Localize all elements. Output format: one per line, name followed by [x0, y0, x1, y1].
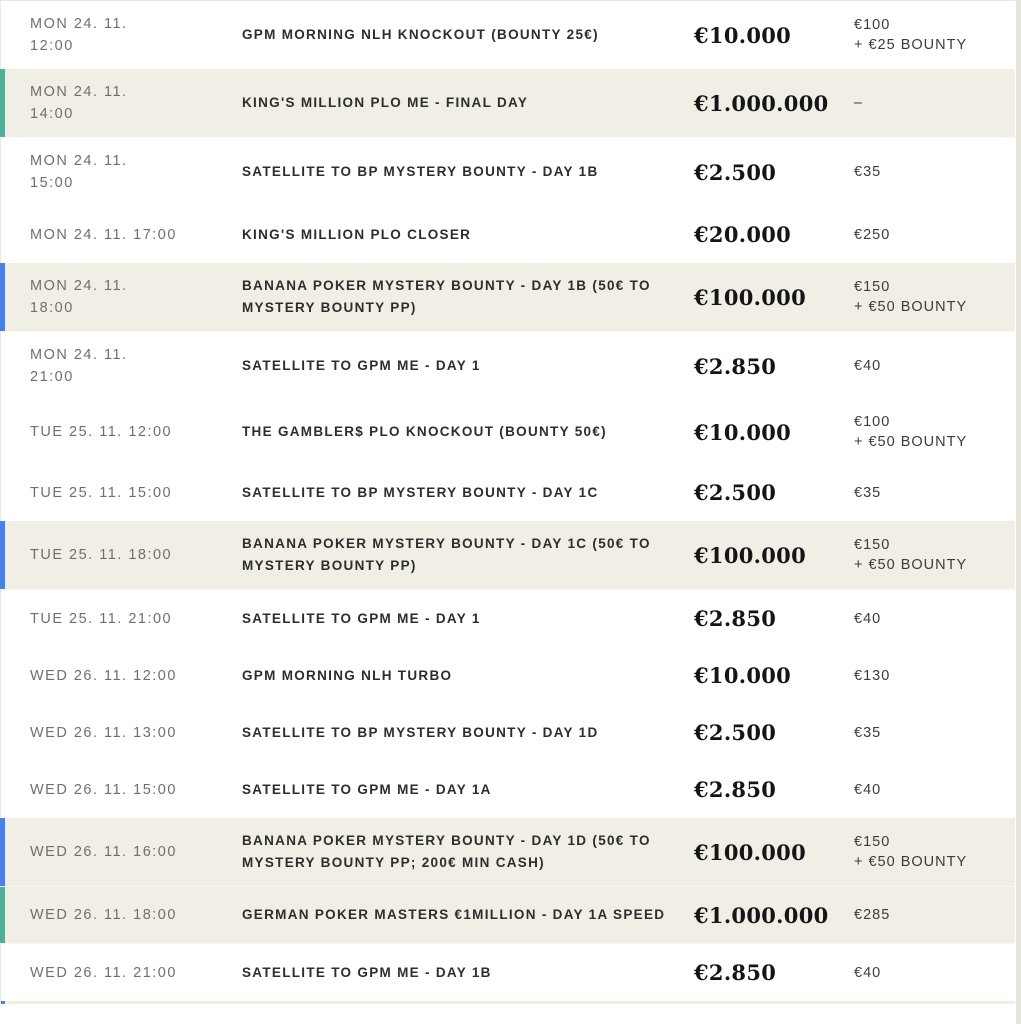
- event-row[interactable]: [1, 206, 1015, 263]
- event-row[interactable]: [1, 818, 1015, 887]
- event-date: WED 26. 11. 18:00: [30, 907, 177, 923]
- event-buyin: €130: [854, 667, 891, 684]
- event-date: TUE 25. 11. 18:00: [30, 547, 173, 563]
- event-title: BANANA POKER MYSTERY BOUNTY - DAY 1C (50€ TO MYSTERY BOUNTY PP): [242, 536, 651, 573]
- event-buyin: €40: [854, 610, 882, 627]
- highlight-bar: [1, 1001, 5, 1004]
- event-buyin: –: [854, 95, 864, 111]
- event-row[interactable]: [1, 647, 1015, 704]
- highlight-bar: [0, 69, 5, 137]
- event-title: GPM MORNING NLH TURBO: [242, 667, 453, 683]
- event-date: WED 26. 11. 15:00: [30, 781, 177, 798]
- event-row[interactable]: [1, 704, 1015, 761]
- event-guarantee: €2.850: [694, 353, 777, 379]
- event-title: SATELLITE TO BP MYSTERY BOUNTY - DAY 1C: [242, 484, 599, 500]
- event-title: SATELLITE TO GPM ME - DAY 1: [242, 358, 481, 373]
- highlight-bar: [0, 521, 5, 589]
- event-title: SATELLITE TO GPM ME - DAY 1A: [242, 781, 492, 797]
- event-date: MON 24. 11. 21:00: [30, 347, 128, 385]
- event-title: SATELLITE TO GPM ME - DAY 1: [242, 610, 481, 626]
- event-title: BANANA POKER MYSTERY BOUNTY - DAY 1D (50€ TO MYSTERY BOUNTY PP; 200€ MIN CASH): [242, 833, 651, 870]
- event-date: MON 24. 11. 14:00: [30, 84, 128, 122]
- event-guarantee: €1.000.000: [694, 902, 829, 928]
- event-guarantee: €2.500: [694, 159, 777, 185]
- event-row[interactable]: [1, 263, 1015, 332]
- event-row[interactable]: [1, 69, 1015, 138]
- highlight-bar: [0, 818, 5, 886]
- event-title: KING'S MILLION PLO ME - FINAL DAY: [242, 95, 529, 110]
- event-buyin: €40: [854, 964, 882, 981]
- event-buyin: €285: [854, 907, 891, 923]
- event-row[interactable]: [1, 590, 1015, 647]
- event-guarantee: €10.000: [694, 663, 792, 688]
- event-guarantee: €2.850: [694, 606, 777, 631]
- event-title: SATELLITE TO BP MYSTERY BOUNTY - DAY 1B: [242, 164, 599, 179]
- event-date: WED 26. 11. 13:00: [30, 724, 177, 741]
- page-right-edge-strip: [1016, 0, 1021, 1024]
- event-guarantee: €10.000: [694, 419, 792, 445]
- event-row[interactable]: [1, 944, 1015, 1001]
- event-guarantee: €2.850: [694, 777, 777, 802]
- event-title: GPM MORNING NLH KNOCKOUT (BOUNTY 25€): [242, 27, 599, 42]
- event-date: MON 24. 11. 18:00: [30, 278, 128, 316]
- highlight-bar: [0, 263, 5, 331]
- highlight-bar: [0, 887, 5, 943]
- event-row[interactable]: [1, 138, 1015, 206]
- event-title: KING'S MILLION PLO CLOSER: [242, 226, 472, 242]
- event-buyin: €40: [854, 358, 882, 374]
- event-date: MON 24. 11. 17:00: [30, 226, 177, 243]
- event-date: WED 26. 11. 21:00: [30, 964, 177, 981]
- event-title: BANANA POKER MYSTERY BOUNTY - DAY 1B (50€ TO MYSTERY BOUNTY PP): [242, 278, 651, 315]
- event-title: GERMAN POKER MASTERS €1MILLION - DAY 1A SPEED: [242, 907, 666, 922]
- event-row[interactable]: [1, 521, 1015, 590]
- event-buyin: €150 + €50 BOUNTY: [854, 537, 968, 573]
- event-buyin: €40: [854, 781, 882, 798]
- event-buyin: €100 + €25 BOUNTY: [854, 17, 968, 53]
- event-buyin: €100 + €50 BOUNTY: [854, 414, 968, 450]
- event-guarantee: €2.850: [694, 960, 777, 985]
- event-date: TUE 25. 11. 15:00: [30, 484, 173, 501]
- event-buyin: €35: [854, 164, 882, 180]
- event-row[interactable]: [1, 332, 1015, 400]
- event-date: MON 24. 11. 12:00: [30, 16, 128, 54]
- event-row[interactable]: [1, 1, 1015, 69]
- event-guarantee: €2.500: [694, 720, 777, 745]
- event-guarantee: €20.000: [694, 222, 792, 247]
- event-guarantee: €100.000: [694, 542, 806, 568]
- partial-next-event-row[interactable]: [1, 1001, 1015, 1004]
- event-title: THE GAMBLER$ PLO KNOCKOUT (BOUNTY 50€): [242, 424, 607, 439]
- event-buyin: €150 + €50 BOUNTY: [854, 834, 968, 870]
- event-row[interactable]: [1, 887, 1015, 944]
- event-row[interactable]: [1, 464, 1015, 521]
- event-title: SATELLITE TO GPM ME - DAY 1B: [242, 964, 492, 980]
- event-row[interactable]: [1, 400, 1015, 464]
- event-guarantee: €10.000: [694, 22, 792, 48]
- event-buyin: €250: [854, 226, 891, 243]
- event-guarantee: €1.000.000: [694, 90, 829, 116]
- event-buyin: €35: [854, 724, 882, 741]
- event-date: TUE 25. 11. 12:00: [30, 424, 173, 440]
- event-date: MON 24. 11. 15:00: [30, 153, 128, 191]
- event-title: SATELLITE TO BP MYSTERY BOUNTY - DAY 1D: [242, 724, 599, 740]
- event-row[interactable]: [1, 761, 1015, 818]
- event-buyin: €35: [854, 484, 882, 501]
- event-date: WED 26. 11. 16:00: [30, 844, 177, 860]
- event-date: TUE 25. 11. 21:00: [30, 610, 173, 627]
- event-guarantee: €100.000: [694, 284, 806, 310]
- event-buyin: €150 + €50 BOUNTY: [854, 279, 968, 315]
- event-guarantee: €2.500: [694, 480, 777, 505]
- event-date: WED 26. 11. 12:00: [30, 667, 177, 684]
- event-guarantee: €100.000: [694, 839, 806, 865]
